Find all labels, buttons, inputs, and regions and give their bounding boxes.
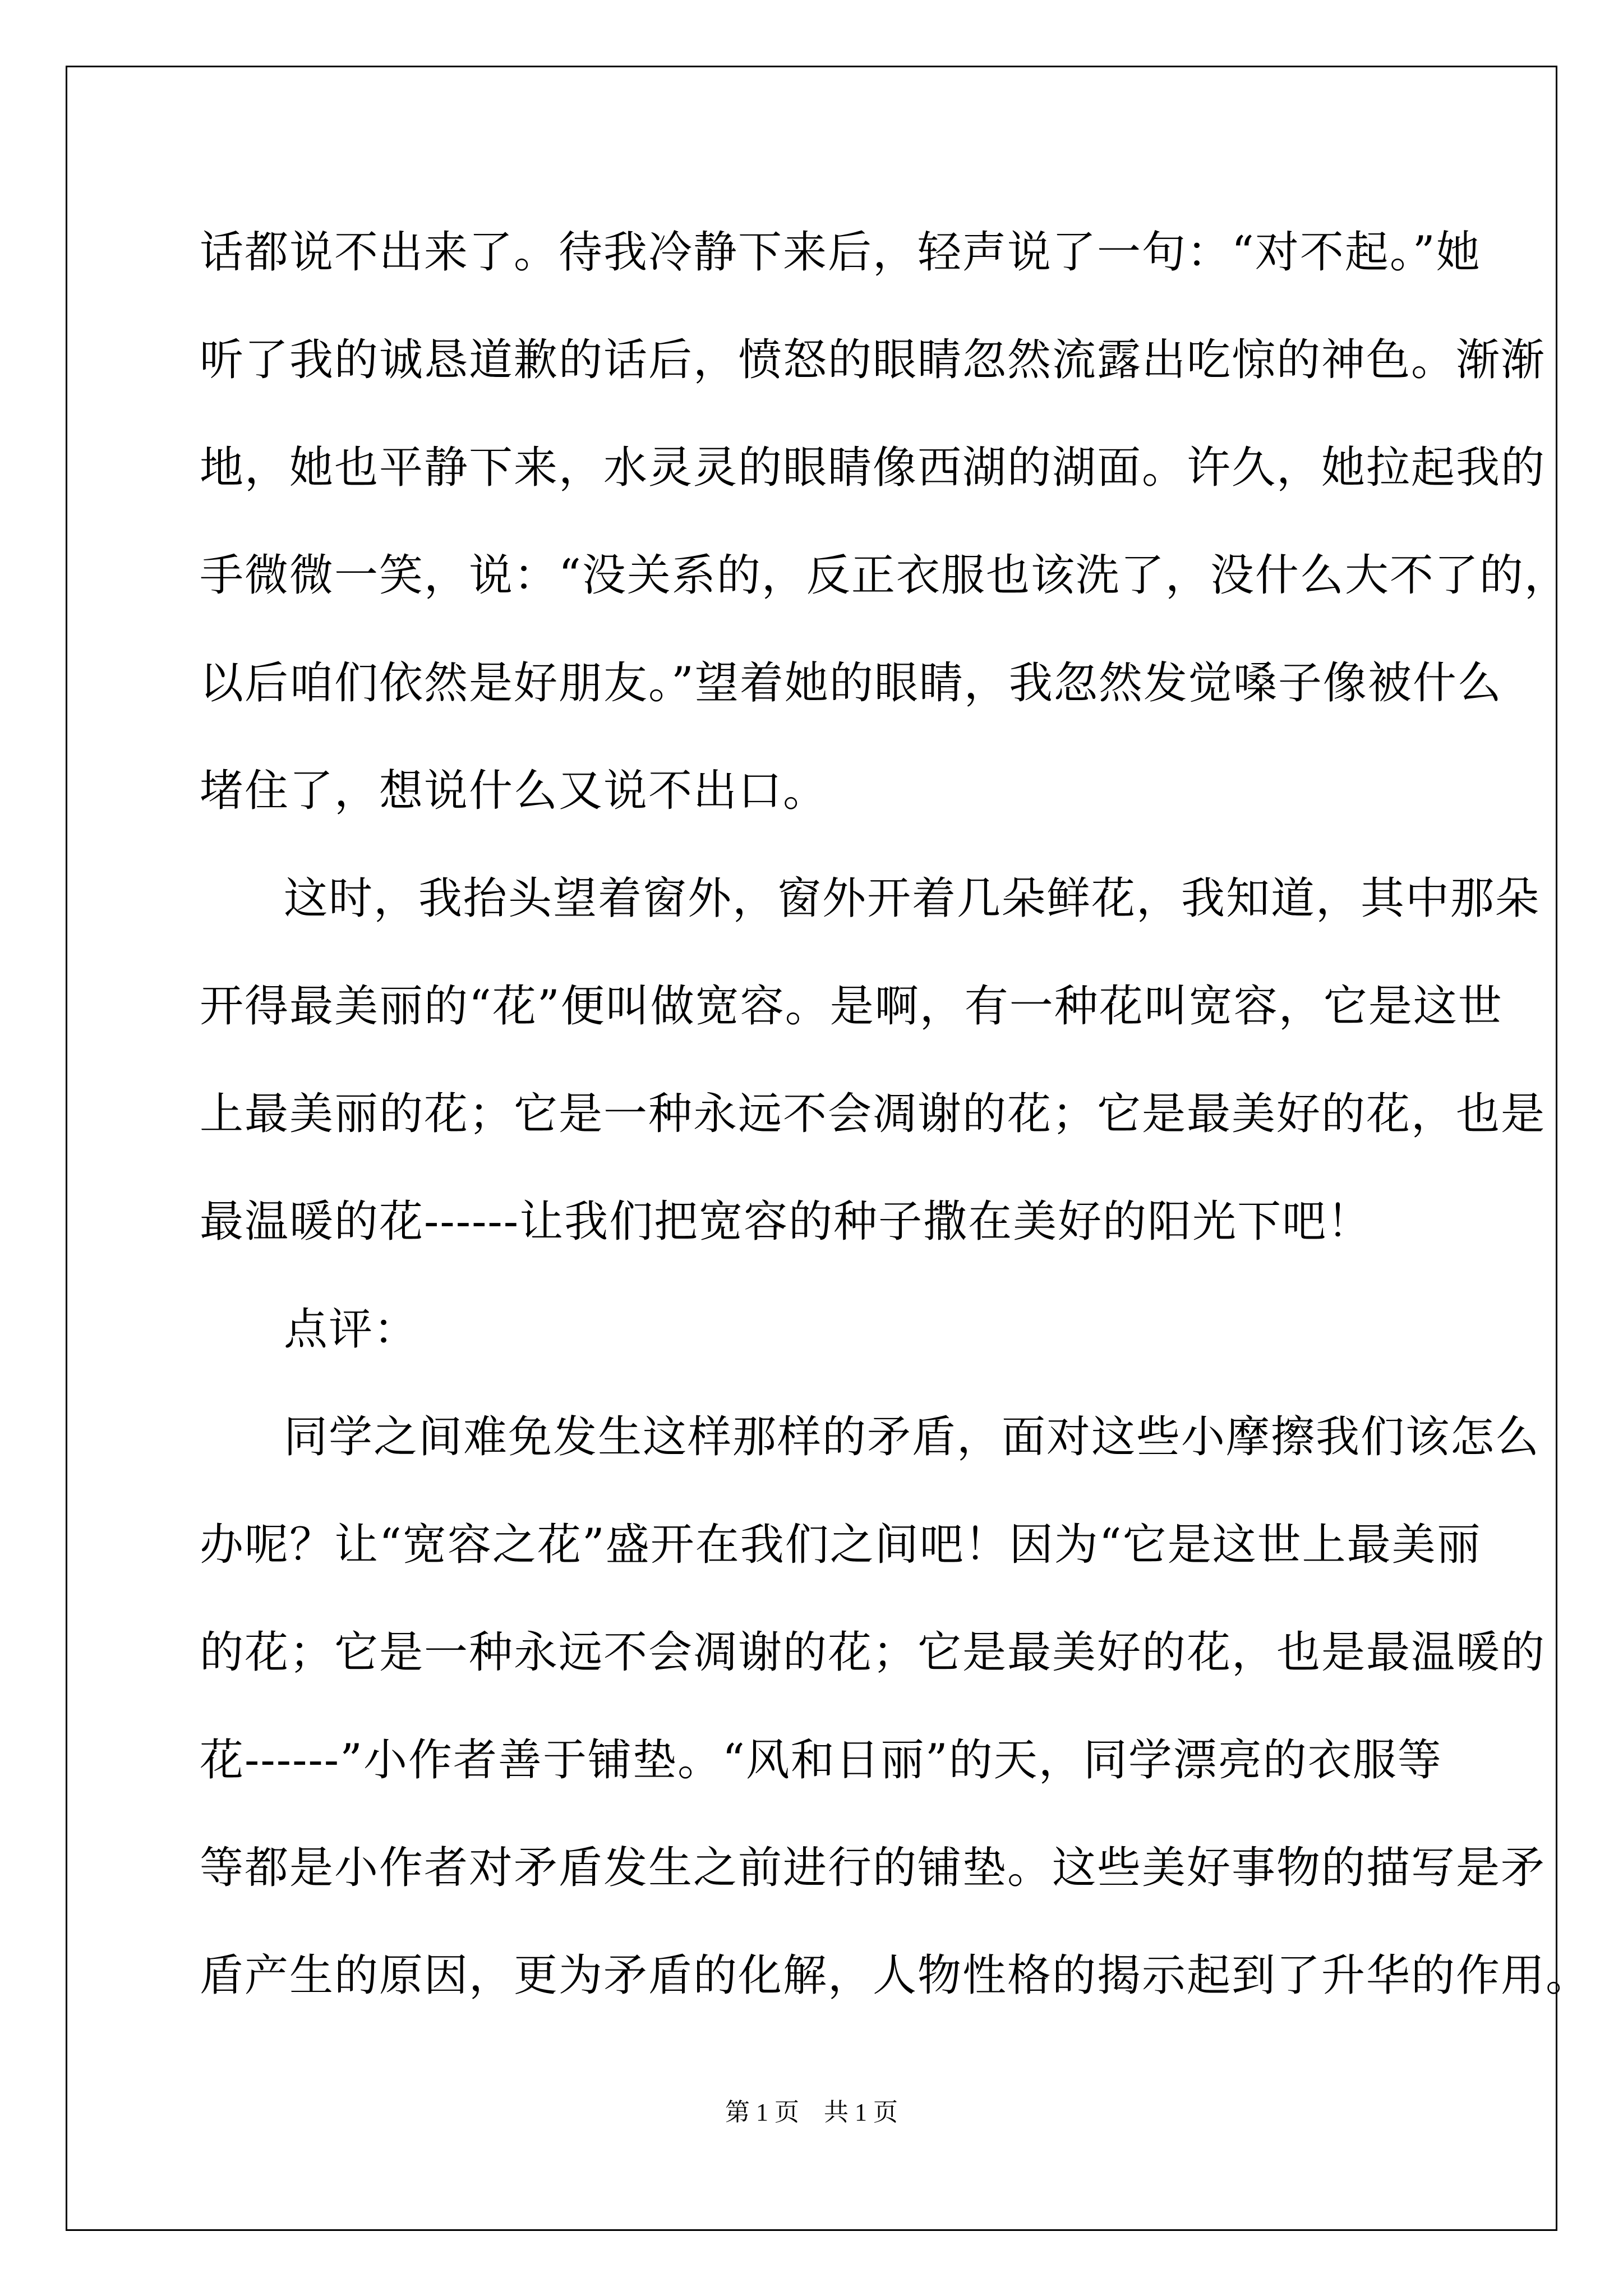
text-line: 盾产生的原因，更为矛盾的化解，人物性格的揭示起到了升华的作用。 <box>200 1950 1591 2001</box>
text-line: 同学之间难免发生这样那样的矛盾，面对这些小摩擦我们该怎么 <box>284 1412 1541 1462</box>
text-line: 手微微一笑，说：“没关系的，反正衣服也该洗了，没什么大不了的， <box>200 550 1569 601</box>
text-line: 等都是小作者对矛盾发生之前进行的铺垫。这些美好事物的描写是矛 <box>200 1843 1546 1893</box>
document-body <box>200 219 1591 2050</box>
text-line: 话都说不出来了。待我冷静下来后，轻声说了一句：“对不起。”她 <box>200 227 1481 278</box>
text-line: 地，她也平静下来，水灵灵的眼睛像西湖的湖面。许久，她拉起我的 <box>200 443 1546 493</box>
text-line: 花------”小作者善于铺垫。“风和日丽”的天，同学漂亮的衣服等 <box>200 1735 1442 1786</box>
review-heading: 点评： <box>284 1304 419 1355</box>
text-line: 最温暖的花------让我们把宽容的种子撒在美好的阳光下吧！ <box>200 1197 1372 1247</box>
text-line: 听了我的诚恳道歉的话后，愤怒的眼睛忽然流露出吃惊的神色。渐渐 <box>200 335 1546 385</box>
page-footer: 第 1 页 共 1 页 <box>725 2099 898 2126</box>
text-line: 的花；它是一种永远不会凋谢的花；它是最美好的花，也是最温暖的 <box>200 1627 1546 1678</box>
text-line: 以后咱们依然是好朋友。”望着她的眼睛，我忽然发觉嗓子像被什么 <box>200 658 1502 708</box>
text-line: 上最美丽的花；它是一种永远不会凋谢的花；它是最美好的花，也是 <box>200 1089 1546 1139</box>
text-line: 开得最美丽的“花”便叫做宽容。是啊，有一种花叫宽容，它是这世 <box>200 981 1503 1032</box>
text-line: 办呢？让“宽容之花”盛开在我们之间吧！因为“它是这世上最美丽 <box>200 1520 1482 1570</box>
text-line: 堵住了，想说什么又说不出口。 <box>200 766 828 816</box>
text-line: 这时，我抬头望着窗外，窗外开着几朵鲜花，我知道，其中那朵 <box>284 873 1541 924</box>
